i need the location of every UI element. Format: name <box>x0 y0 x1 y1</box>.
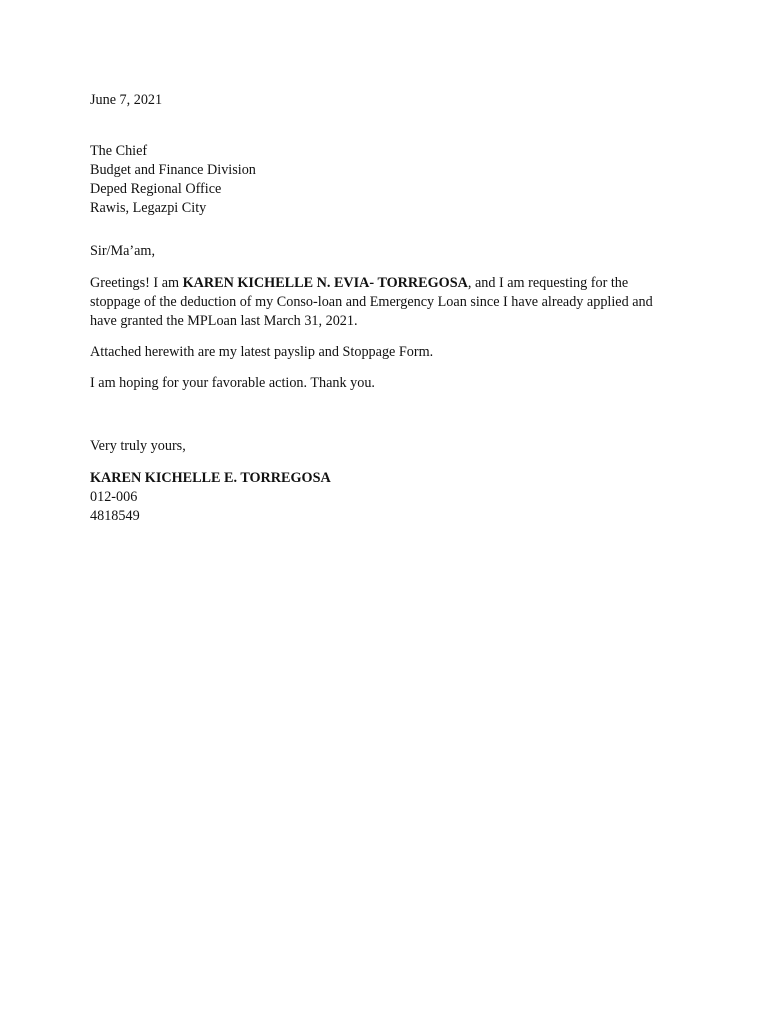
complimentary-close: Very truly yours, <box>90 438 186 454</box>
addressee-line: Rawis, Legazpi City <box>90 200 207 216</box>
requester-name: KAREN KICHELLE N. EVIA- TORREGOSA <box>182 275 468 291</box>
signatory-code: 012-006 <box>90 489 138 505</box>
addressee-block <box>90 142 680 218</box>
addressee-line: The Chief <box>90 143 148 159</box>
signature-block <box>90 469 680 526</box>
signatory-name-text: KAREN KICHELLE E. TORREGOSA <box>90 470 331 486</box>
request-details: , and I am requesting for the stoppage of the deduction of my Conso-loan and Emergency Loan since I have already applied and have granted the MPLoan last March 31, 2021. <box>90 275 653 329</box>
signatory-name <box>90 469 680 488</box>
signatory-number: 4818549 <box>90 508 140 524</box>
body-paragraph-attachments: Attached herewith are my latest payslip and Stoppage Form. <box>90 344 434 360</box>
request-intro: Greetings! I am <box>90 275 183 291</box>
body-paragraph-thanks: I am hoping for your favorable action. Thank you. <box>90 375 375 391</box>
letter-date: June 7, 2021 <box>90 92 163 108</box>
addressee-line: Budget and Finance Division <box>90 162 256 178</box>
salutation: Sir/Ma’am, <box>90 243 156 259</box>
body-paragraph-request <box>90 274 670 331</box>
addressee-line: Deped Regional Office <box>90 181 222 197</box>
letter-body <box>90 91 680 526</box>
